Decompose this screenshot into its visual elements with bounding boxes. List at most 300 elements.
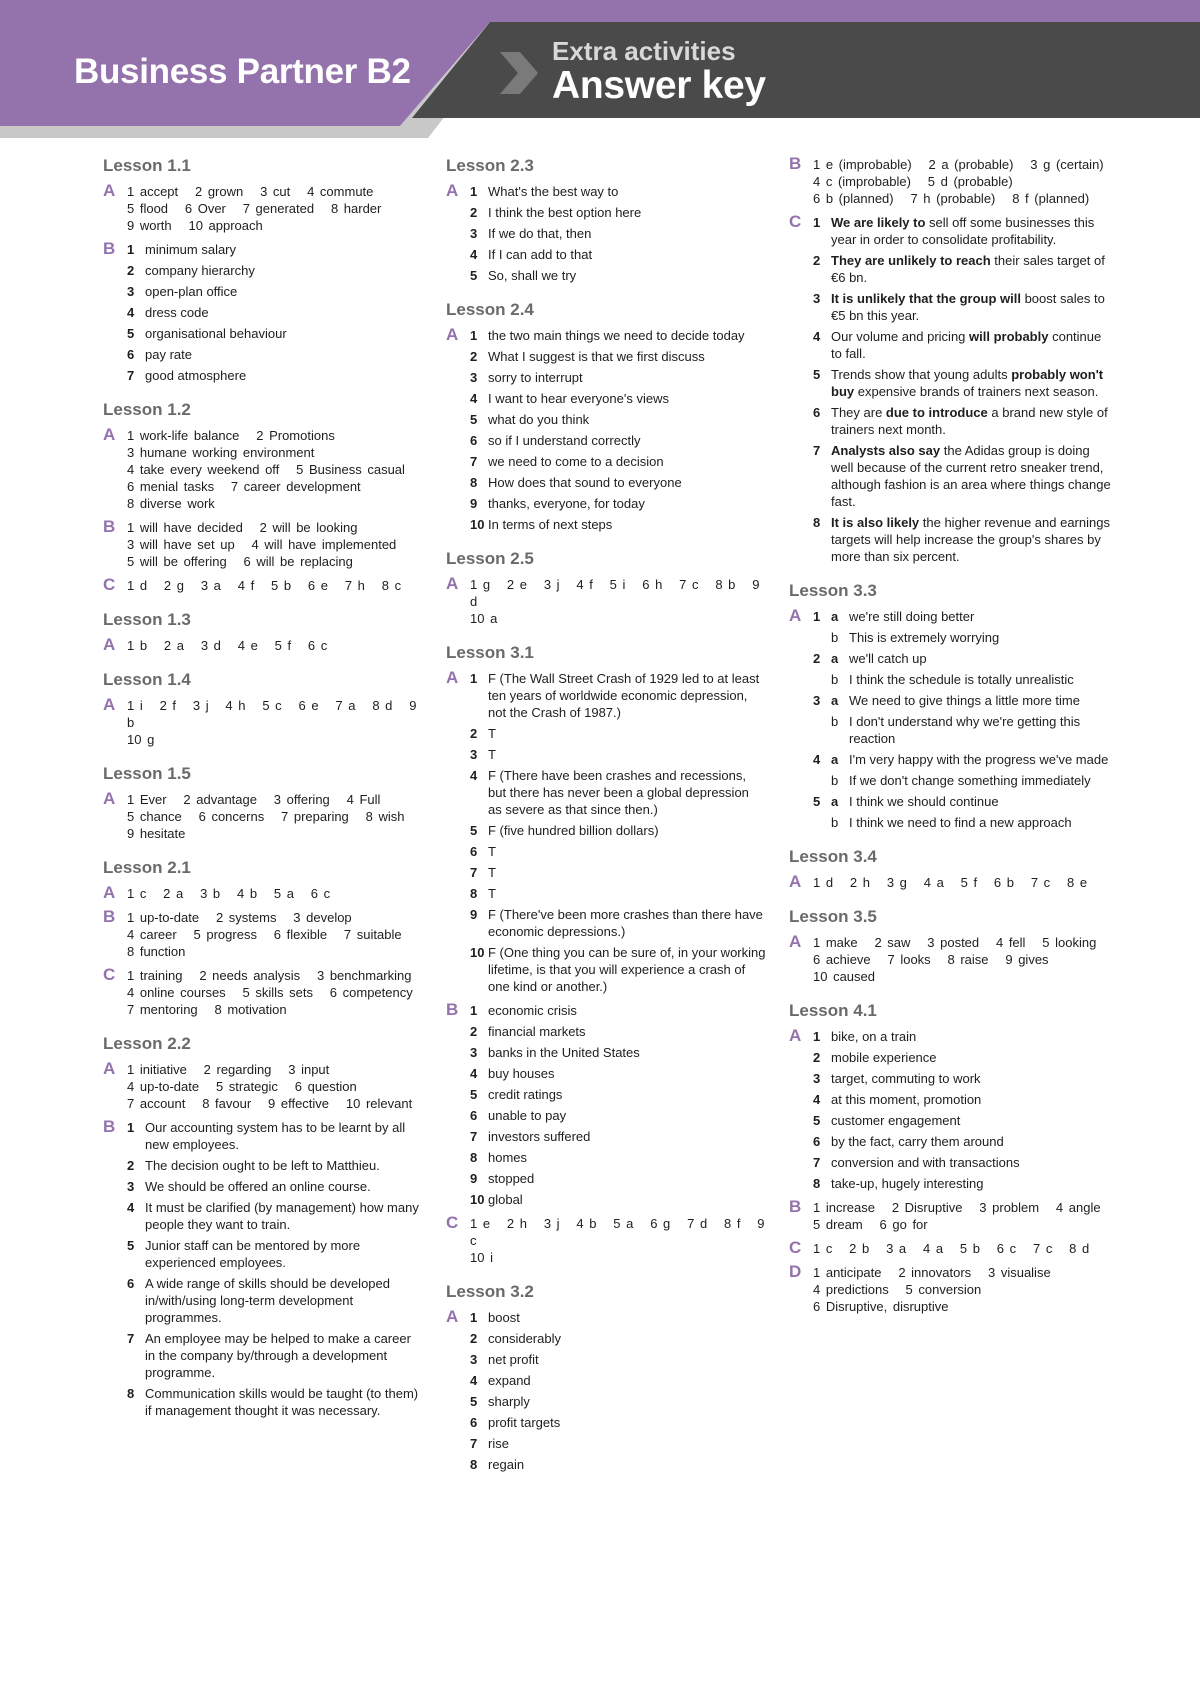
lesson-1-1 <box>103 156 421 384</box>
exercise <box>103 909 421 960</box>
exercise-letter: C <box>446 1213 459 1232</box>
item-text <box>831 515 1110 564</box>
answer-line: 4 take every weekend off 5 Business casual <box>127 462 405 477</box>
answer-line: 6 Disruptive, disruptive <box>813 1299 949 1314</box>
item-text: Communication skills would be taught (to them) if management thought it was necessary. <box>145 1386 419 1418</box>
item-text: bike, on a train <box>831 1029 917 1044</box>
item-text: the two main things we need to decide today <box>488 328 745 343</box>
answer-item <box>470 767 766 818</box>
exercise <box>446 670 766 995</box>
item-text <box>831 367 1103 399</box>
item-number: 6 <box>470 844 478 859</box>
item-text: rise <box>488 1436 509 1451</box>
answer-line: 4 online courses 5 skills sets 6 competency <box>127 985 413 1000</box>
item-number: 1 <box>470 1310 478 1325</box>
item-number: 5 <box>813 1113 821 1128</box>
sub-answer <box>831 793 1115 810</box>
item-text: credit ratings <box>488 1087 563 1102</box>
item-text: F (One thing you can be sure of, in your working lifetime, is that you will experience a crash of one kind or another.) <box>488 945 766 994</box>
answer-line: 8 function <box>127 944 186 959</box>
answer-item <box>470 348 766 365</box>
item-text: The decision ought to be left to Matthieu. <box>145 1158 380 1173</box>
sub-text: I think the schedule is totally unrealistic <box>849 672 1074 687</box>
exercise <box>103 577 421 594</box>
item-number: 3 <box>470 747 478 762</box>
answer-line: 1 i 2 f 3 j 4 h 5 c 6 e 7 a 8 d 9 b <box>127 698 423 730</box>
answer-item <box>127 1119 421 1153</box>
item-number: 7 <box>470 454 478 469</box>
item-number: 2 <box>470 726 478 741</box>
item-text: regain <box>488 1457 525 1472</box>
answer-item <box>127 1275 421 1326</box>
answer-item <box>470 1065 766 1082</box>
item-text: at this moment, promotion <box>831 1092 982 1107</box>
item-text: If I can add to that <box>488 247 593 262</box>
exercise <box>103 637 421 654</box>
brand-title: Business Partner B2 <box>74 52 411 91</box>
item-text: we need to come to a decision <box>488 454 664 469</box>
item-number: 4 <box>470 768 478 783</box>
lesson-title: Lesson 2.1 <box>103 858 191 877</box>
item-text <box>831 443 1111 509</box>
exercise-letter: A <box>103 635 116 654</box>
item-number: 9 <box>470 907 478 922</box>
sub-text: I don't understand why we're getting this reaction <box>849 714 1081 746</box>
answer-item <box>813 1049 1115 1066</box>
answer-item <box>470 1372 766 1389</box>
answer-item <box>470 725 766 742</box>
item-text-bold: We are likely to <box>831 215 926 230</box>
item-number: 6 <box>470 1415 478 1430</box>
item-text: What I suggest is that we first discuss <box>488 349 705 364</box>
answer-line: 6 achieve 7 looks 8 raise 9 gives <box>813 952 1049 967</box>
answer-item <box>813 252 1115 286</box>
lesson-2-3 <box>446 156 766 284</box>
item-text: Our accounting system has to be learnt by all new employees. <box>145 1120 406 1152</box>
item-text-rest: the Adidas group is doing well because of the current retro sneaker trend, although fashion is an area where things change fast. <box>831 443 1111 509</box>
answer-item <box>470 1414 766 1431</box>
item-text <box>831 405 1108 437</box>
answer-item <box>470 267 766 284</box>
item-number: 4 <box>470 247 478 262</box>
item-text: target, commuting to work <box>831 1071 981 1086</box>
answer-line: 1 up-to-date 2 systems 3 develop <box>127 910 352 925</box>
answer-line: 3 will have set up 4 will have implemented <box>127 537 397 552</box>
item-text: homes <box>488 1150 528 1165</box>
sub-letter: b <box>831 672 839 687</box>
answer-item <box>470 390 766 407</box>
item-number: 1 <box>813 1029 821 1044</box>
item-number: 4 <box>813 1092 821 1107</box>
item-text <box>831 253 1105 285</box>
lesson-2-1 <box>103 858 421 1018</box>
item-number: 7 <box>470 1436 478 1451</box>
item-text: organisational behaviour <box>145 326 287 341</box>
answer-item <box>470 1023 766 1040</box>
answer-item <box>470 1086 766 1103</box>
page-header <box>0 0 1200 140</box>
item-text-pre: Our volume and pricing <box>831 329 970 344</box>
item-text: dress code <box>145 305 209 320</box>
item-number: 8 <box>127 1386 135 1401</box>
exercise <box>103 427 421 512</box>
answer-line: 7 mentoring 8 motivation <box>127 1002 287 1017</box>
lesson-3-4 <box>789 847 1115 891</box>
exercise-letter: C <box>103 965 116 984</box>
item-number: 5 <box>470 823 478 838</box>
exercise <box>446 576 766 627</box>
answer-line: 1 accept 2 grown 3 cut 4 commute <box>127 184 374 199</box>
item-number: 1 <box>470 671 478 686</box>
sub-answer <box>831 671 1115 688</box>
item-text-bold: probably won't buy <box>831 367 1104 399</box>
item-text: take-up, hugely interesting <box>831 1176 984 1191</box>
sub-answer <box>831 608 1115 625</box>
item-number: 6 <box>470 1108 478 1123</box>
answer-line: 1 e (improbable) 2 a (probable) 3 g (certain) <box>813 157 1104 172</box>
item-number: 6 <box>127 347 135 362</box>
answer-group <box>813 751 1115 789</box>
item-number: 4 <box>813 329 821 344</box>
item-text-rest: their sales target of €6 bn. <box>831 253 1105 285</box>
answer-item <box>127 346 421 363</box>
item-text: I want to hear everyone's views <box>488 391 669 406</box>
item-number: 10 <box>470 1192 485 1207</box>
answer-line: 4 c (improbable) 5 d (probable) <box>813 174 1013 189</box>
item-number: 10 <box>470 517 485 532</box>
sub-letter: a <box>831 794 839 809</box>
lesson-title: Lesson 3.4 <box>789 847 877 866</box>
answer-line: 1 Ever 2 advantage 3 offering 4 Full <box>127 792 381 807</box>
answer-line: 1 training 2 needs analysis 3 benchmarking <box>127 968 412 983</box>
answer-item <box>813 1028 1115 1045</box>
item-text: F (There've been more crashes than there have economic depressions.) <box>488 907 763 939</box>
exercise <box>446 1002 766 1208</box>
lesson-title: Lesson 1.3 <box>103 610 191 629</box>
answer-item <box>470 670 766 721</box>
item-text-pre: Trends show that young adults <box>831 367 1012 382</box>
item-number: 3 <box>813 291 821 306</box>
lesson-title: Lesson 3.5 <box>789 907 877 926</box>
lesson-3-2 <box>446 1282 766 1473</box>
item-number: 1 <box>470 184 478 199</box>
item-text: net profit <box>488 1352 539 1367</box>
answer-line: 1 will have decided 2 will be looking <box>127 520 358 535</box>
item-number: 2 <box>127 1158 135 1173</box>
item-text: stopped <box>488 1171 535 1186</box>
exercise-letter: B <box>103 907 116 926</box>
answer-line: 10 i <box>470 1250 493 1265</box>
answer-item <box>470 1309 766 1326</box>
lesson-title: Lesson 1.5 <box>103 764 191 783</box>
item-text: T <box>488 747 496 762</box>
item-number: 2 <box>813 253 821 268</box>
item-text-rest: a brand new style of trainers next month. <box>831 405 1108 437</box>
answer-item <box>813 1070 1115 1087</box>
lesson-3-3 <box>789 581 1115 831</box>
item-text-bold: They are unlikely to reach <box>831 253 991 268</box>
exercise-letter: A <box>446 574 459 593</box>
item-number: 7 <box>470 1129 478 1144</box>
item-number: 2 <box>470 349 478 364</box>
item-text-bold: will probably <box>969 329 1049 344</box>
item-text-rest: continue to fall. <box>831 329 1102 361</box>
answer-item <box>470 453 766 470</box>
item-text: investors suffered <box>488 1129 591 1144</box>
item-text: banks in the United States <box>488 1045 640 1060</box>
lesson-3-1 <box>446 643 771 1266</box>
answer-item <box>470 1170 766 1187</box>
exercise-letter: A <box>103 425 116 444</box>
item-text-rest: the higher revenue and earnings targets will help increase the group's shares by more than six percent. <box>831 515 1110 564</box>
lesson-2-2 <box>103 1034 421 1419</box>
exercise-letter: B <box>103 517 116 536</box>
answer-line: 1 increase 2 Disruptive 3 problem 4 angle <box>813 1200 1101 1215</box>
item-text: So, shall we try <box>488 268 577 283</box>
answer-item <box>470 746 766 763</box>
lesson-title: Lesson 1.1 <box>103 156 191 175</box>
header-subtitle: Extra activities <box>552 36 736 66</box>
column-1 <box>103 156 421 1435</box>
item-number: 7 <box>813 1155 821 1170</box>
lesson-2-5 <box>446 549 766 627</box>
answer-item <box>127 283 421 300</box>
answer-item <box>127 1178 421 1195</box>
sub-answer <box>831 650 1115 667</box>
sub-answer <box>831 713 1115 747</box>
answer-line: 10 caused <box>813 969 875 984</box>
answer-item <box>470 183 766 200</box>
exercise <box>789 874 1115 891</box>
sub-letter: b <box>831 815 839 830</box>
item-number: 1 <box>127 1120 135 1135</box>
item-number: 3 <box>813 693 821 708</box>
lesson-1-3 <box>103 610 421 654</box>
answer-item <box>813 290 1115 324</box>
answer-item <box>813 514 1115 565</box>
answer-item <box>470 1128 766 1145</box>
item-number: 5 <box>470 1087 478 1102</box>
answer-item <box>127 367 421 384</box>
exercise-letter: B <box>103 1117 116 1136</box>
answer-item <box>470 1393 766 1410</box>
answer-line: 1 work-life balance 2 Promotions <box>127 428 335 443</box>
item-text: company hierarchy <box>145 263 255 278</box>
answer-item <box>127 304 421 321</box>
item-text-rest: sell off some businesses this year in order to consolidate profitability. <box>831 215 1095 247</box>
item-number: 5 <box>470 268 478 283</box>
answer-item <box>127 325 421 342</box>
answer-item <box>470 1435 766 1452</box>
answer-line: 8 diverse work <box>127 496 215 511</box>
lesson-title: Lesson 2.3 <box>446 156 534 175</box>
answer-line: 6 menial tasks 7 career development <box>127 479 361 494</box>
item-text: financial markets <box>488 1024 586 1039</box>
header-title: Answer key <box>552 64 766 107</box>
answer-line: 6 b (planned) 7 h (probable) 8 f (planned) <box>813 191 1090 206</box>
item-text: How does that sound to everyone <box>488 475 682 490</box>
item-text: considerably <box>488 1331 561 1346</box>
answer-line: 3 humane working environment <box>127 445 315 460</box>
item-number: 1 <box>813 215 821 230</box>
item-number: 8 <box>813 515 821 530</box>
item-number: 3 <box>470 226 478 241</box>
answer-group <box>813 793 1115 831</box>
item-text <box>831 215 1094 247</box>
lesson-title: Lesson 2.2 <box>103 1034 191 1053</box>
exercise <box>446 183 766 284</box>
answer-item <box>470 1191 766 1208</box>
item-number: 4 <box>813 752 821 767</box>
item-number: 5 <box>470 1394 478 1409</box>
item-number: 1 <box>813 609 821 624</box>
item-text-bold: It is unlikely that the group will <box>831 291 1021 306</box>
exercise <box>789 934 1115 985</box>
sub-text: I'm very happy with the progress we've made <box>849 752 1109 767</box>
item-text: good atmosphere <box>145 368 247 383</box>
exercise-letter: A <box>789 932 802 951</box>
answer-item <box>470 906 766 940</box>
answer-line: 1 d 2 h 3 g 4 a 5 f 6 b 7 c 8 e <box>813 875 1088 890</box>
item-text: thanks, everyone, for today <box>488 496 645 511</box>
item-text: A wide range of skills should be developed in/with/using long-term development programmes. <box>145 1276 390 1325</box>
item-text: expand <box>488 1373 531 1388</box>
exercise <box>103 791 421 842</box>
item-number: 3 <box>470 1352 478 1367</box>
item-text: What's the best way to <box>488 184 619 199</box>
answer-item <box>470 864 766 881</box>
answer-item <box>470 1330 766 1347</box>
item-text: buy houses <box>488 1066 555 1081</box>
item-text-bold: It is also likely <box>831 515 920 530</box>
exercise-letter: C <box>789 1238 802 1257</box>
exercise <box>103 519 421 570</box>
answer-item <box>470 246 766 263</box>
answer-item <box>470 327 766 344</box>
sub-letter: a <box>831 693 839 708</box>
lesson-title: Lesson 3.2 <box>446 1282 534 1301</box>
answer-item <box>470 369 766 386</box>
answer-line: 5 will be offering 6 will be replacing <box>127 554 353 569</box>
lesson-2-4 <box>446 300 766 533</box>
item-text-rest: boost sales to €5 bn this year. <box>831 291 1105 323</box>
lesson-title: Lesson 3.3 <box>789 581 877 600</box>
item-text: profit targets <box>488 1415 561 1430</box>
exercise-letter: B <box>789 1197 802 1216</box>
item-text: It must be clarified (by management) how many people they want to train. <box>145 1200 419 1232</box>
lesson-title: Lesson 1.2 <box>103 400 191 419</box>
item-text: T <box>488 886 496 901</box>
answer-item <box>470 843 766 860</box>
item-text: An employee may be helped to make a career in the company by/through a development programme. <box>145 1331 411 1380</box>
answer-item <box>813 404 1115 438</box>
column-2 <box>446 156 771 1489</box>
item-text-bold: due to introduce <box>885 405 988 420</box>
item-number: 5 <box>127 1238 135 1253</box>
exercise-letter: A <box>789 1026 802 1045</box>
answer-line: 5 dream 6 go for <box>813 1217 928 1232</box>
sub-text: This is extremely worrying <box>849 630 1000 645</box>
item-text-rest: expensive brands of trainers next season. <box>854 384 1099 399</box>
item-number: 8 <box>470 886 478 901</box>
item-text: what do you think <box>488 412 590 427</box>
answer-item <box>127 262 421 279</box>
answer-item <box>127 1199 421 1233</box>
item-number: 3 <box>127 1179 135 1194</box>
item-text: conversion and with transactions <box>831 1155 1020 1170</box>
exercise <box>789 1028 1115 1192</box>
answer-line: 5 flood 6 Over 7 generated 8 harder <box>127 201 382 216</box>
exercise <box>103 241 421 384</box>
exercise-letter: A <box>789 606 802 625</box>
answer-line: 1 b 2 a 3 d 4 e 5 f 6 c <box>127 638 328 653</box>
item-text: T <box>488 865 496 880</box>
item-number: 4 <box>127 1200 135 1215</box>
item-number: 7 <box>127 368 135 383</box>
exercise <box>789 1240 1115 1257</box>
item-number: 8 <box>813 1176 821 1191</box>
exercise <box>103 697 421 748</box>
exercise <box>789 1199 1115 1233</box>
answer-item <box>470 1107 766 1124</box>
item-text: In terms of next steps <box>488 517 613 532</box>
sub-text: we'll catch up <box>849 651 927 666</box>
answer-item <box>470 885 766 902</box>
exercise-letter: A <box>446 181 459 200</box>
sub-letter: b <box>831 714 839 729</box>
answer-line: 9 worth 10 approach <box>127 218 263 233</box>
column-3 <box>789 156 1115 1331</box>
answer-item <box>470 944 766 995</box>
item-text: Junior staff can be mentored by more experienced employees. <box>145 1238 361 1270</box>
sub-text: I think we need to find a new approach <box>849 815 1072 830</box>
answer-item <box>470 516 766 533</box>
item-text: I think the best option here <box>488 205 642 220</box>
exercise-letter: B <box>103 239 116 258</box>
item-number: 4 <box>470 1373 478 1388</box>
item-text: boost <box>488 1310 520 1325</box>
answer-line: 10 a <box>470 611 498 626</box>
exercise-letter: A <box>446 1307 459 1326</box>
sub-answer <box>831 751 1115 768</box>
item-number: 4 <box>127 305 135 320</box>
sub-text: If we don't change something immediately <box>849 773 1091 788</box>
item-number: 5 <box>127 326 135 341</box>
item-number: 1 <box>127 242 135 257</box>
answer-item <box>127 1237 421 1271</box>
item-text: T <box>488 726 496 741</box>
answer-item <box>813 366 1115 400</box>
lesson-title: Lesson 2.5 <box>446 549 534 568</box>
item-text: pay rate <box>145 347 192 362</box>
item-text: customer engagement <box>831 1113 961 1128</box>
item-number: 10 <box>470 945 485 960</box>
answer-item <box>813 442 1115 510</box>
answer-line: 9 hesitate <box>127 826 186 841</box>
sub-text: we're still doing better <box>849 609 975 624</box>
answer-item <box>127 1330 421 1381</box>
answer-item <box>470 474 766 491</box>
exercise <box>789 156 1115 207</box>
answer-item <box>470 822 766 839</box>
answer-item <box>813 1091 1115 1108</box>
answer-item <box>470 1351 766 1368</box>
item-text: T <box>488 844 496 859</box>
answer-item <box>470 432 766 449</box>
item-text <box>831 329 1101 361</box>
item-text-pre: They are <box>831 405 886 420</box>
item-number: 7 <box>813 443 821 458</box>
